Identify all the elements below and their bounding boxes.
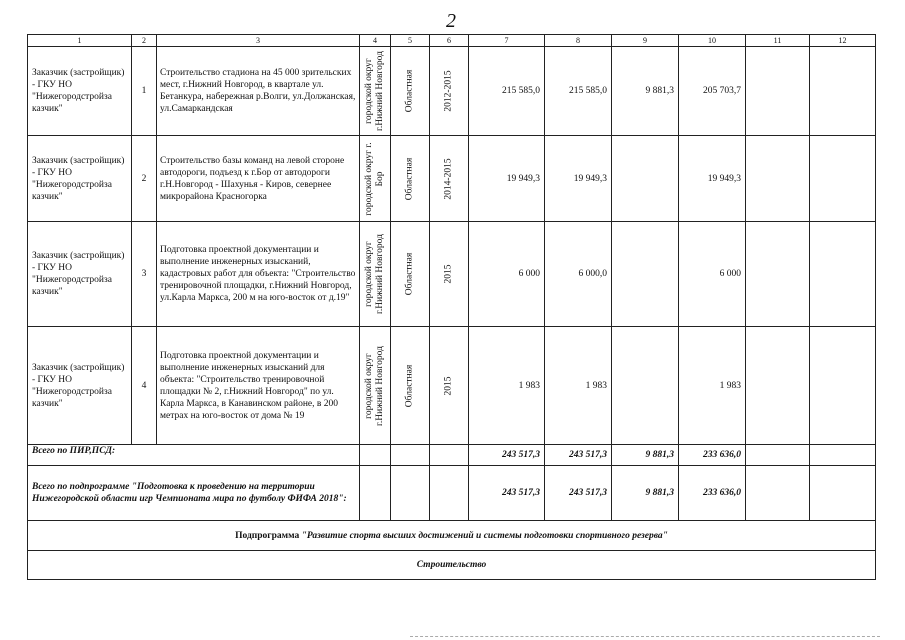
district-text: городской округ г.Нижний Новгород <box>364 234 385 314</box>
description-cell: Подготовка проектной документации и выполнение инженерных изысканий для объекта: "Строительство тренировочной площадки № 2, г.Нижний Новгород" по ул. Карла Маркса, в Канавинском районе, в 200 метрах на юго-восток от дома № 19 <box>157 327 360 445</box>
period-cell <box>430 327 469 445</box>
period-text: 2014-2015 <box>443 157 454 200</box>
total-subprogram-label: Всего по подпрограмме "Подготовка к проведению на территории Нижегородской области игр Чемпионата мира по футболу ФИФА 2018": <box>28 466 360 521</box>
description-cell: Подготовка проектной документации и выполнение инженерных изысканий, кадастровых работ для объекта: "Строительство тренировочной площадки, г.Нижний Новгород, ул.Карла Маркса, 200 м на юго-восток от д.19" <box>157 222 360 327</box>
budget-text: Областная <box>404 69 415 113</box>
column-header: 12 <box>810 35 876 47</box>
empty-cell <box>810 466 876 521</box>
total-pir-value-8: 243 517,3 <box>545 445 612 466</box>
empty-cell <box>391 445 430 466</box>
subprogram-prefix: Подпрограмма <box>235 530 302 541</box>
value-cell-10: 19 949,3 <box>679 136 746 222</box>
customer-cell: Заказчик (застройщик) - ГКУ НО "Нижегородстройза казчик" <box>28 136 132 222</box>
value-cell-11 <box>746 47 810 136</box>
index-cell: 4 <box>132 327 157 445</box>
period-cell <box>430 47 469 136</box>
column-header: 9 <box>612 35 679 47</box>
value-cell-7: 215 585,0 <box>469 47 545 136</box>
budget-cell <box>391 327 430 445</box>
value-cell-7: 6 000 <box>469 222 545 327</box>
period-text: 2015 <box>443 264 454 284</box>
value-cell-12 <box>810 327 876 445</box>
total-pir-value-7: 243 517,3 <box>469 445 545 466</box>
value-cell-12 <box>810 47 876 136</box>
column-header: 8 <box>545 35 612 47</box>
customer-cell: Заказчик (застройщик) - ГКУ НО "Нижегородстройза казчик" <box>28 327 132 445</box>
column-header: 2 <box>132 35 157 47</box>
table-row <box>28 47 876 136</box>
total-subprogram-value-8: 243 517,3 <box>545 466 612 521</box>
value-cell-9 <box>612 327 679 445</box>
value-cell-11 <box>746 327 810 445</box>
value-cell-9 <box>612 136 679 222</box>
district-cell <box>360 222 391 327</box>
total-subprogram-value-10: 233 636,0 <box>679 466 746 521</box>
description-cell: Строительство стадиона на 45 000 зрительских мест, г.Нижний Новгород, в квартале ул. Бетанкура, набережная р.Волги, ул.Должанская, ул.Самаркандская <box>157 47 360 136</box>
column-header: 6 <box>430 35 469 47</box>
empty-cell <box>360 466 391 521</box>
value-cell-8: 1 983 <box>545 327 612 445</box>
total-subprogram-row <box>28 466 876 521</box>
subprogram-title <box>28 521 876 551</box>
index-cell: 3 <box>132 222 157 327</box>
column-header: 11 <box>746 35 810 47</box>
customer-cell: Заказчик (застройщик) - ГКУ НО "Нижегородстройза казчик" <box>28 222 132 327</box>
total-pir-label: Всего по ПИР,ПСД: <box>28 445 360 466</box>
value-cell-11 <box>746 136 810 222</box>
empty-cell <box>430 466 469 521</box>
value-cell-12 <box>810 222 876 327</box>
value-cell-8: 215 585,0 <box>545 47 612 136</box>
period-cell <box>430 222 469 327</box>
empty-cell <box>360 445 391 466</box>
value-cell-12 <box>810 136 876 222</box>
column-header: 3 <box>157 35 360 47</box>
value-cell-8: 19 949,3 <box>545 136 612 222</box>
value-cell-7: 19 949,3 <box>469 136 545 222</box>
period-cell <box>430 136 469 222</box>
index-cell: 1 <box>132 47 157 136</box>
table-row <box>28 136 876 222</box>
column-header-row <box>28 35 876 47</box>
district-text: городской округ г.Нижний Новгород <box>364 51 385 131</box>
subprogram-header-row <box>28 521 876 551</box>
value-cell-10: 6 000 <box>679 222 746 327</box>
index-cell: 2 <box>132 136 157 222</box>
total-pir-value-9: 9 881,3 <box>612 445 679 466</box>
empty-cell <box>391 466 430 521</box>
section-title: Строительство <box>28 551 876 580</box>
empty-cell <box>746 445 810 466</box>
value-cell-11 <box>746 222 810 327</box>
period-text: 2012-2015 <box>443 70 454 112</box>
district-cell <box>360 47 391 136</box>
value-cell-10: 1 983 <box>679 327 746 445</box>
section-header-row <box>28 551 876 580</box>
empty-cell <box>810 445 876 466</box>
district-text: городской округ г.Нижний Новгород <box>364 345 385 426</box>
period-text: 2015 <box>443 376 454 395</box>
district-cell <box>360 327 391 445</box>
value-cell-9 <box>612 222 679 327</box>
value-cell-8: 6 000,0 <box>545 222 612 327</box>
column-header: 7 <box>469 35 545 47</box>
page-number: 2 <box>446 10 456 32</box>
district-cell <box>360 136 391 222</box>
total-subprogram-value-7: 243 517,3 <box>469 466 545 521</box>
table-row <box>28 327 876 445</box>
empty-cell <box>430 445 469 466</box>
column-header: 5 <box>391 35 430 47</box>
value-cell-10: 205 703,7 <box>679 47 746 136</box>
budget-text: Областная <box>404 157 415 200</box>
value-cell-9: 9 881,3 <box>612 47 679 136</box>
empty-cell <box>746 466 810 521</box>
customer-cell: Заказчик (застройщик) - ГКУ НО "Нижегородстройза казчик" <box>28 47 132 136</box>
budget-text: Областная <box>404 252 415 296</box>
dashed-line <box>410 636 880 637</box>
budget-cell <box>391 47 430 136</box>
subprogram-name: "Развитие спорта высших достижений и системы подготовки спортивного резерва" <box>301 530 668 541</box>
total-pir-value-10: 233 636,0 <box>679 445 746 466</box>
table-row <box>28 222 876 327</box>
budget-table <box>27 34 876 580</box>
value-cell-7: 1 983 <box>469 327 545 445</box>
budget-cell <box>391 136 430 222</box>
column-header: 10 <box>679 35 746 47</box>
description-cell: Строительство базы команд на левой стороне автодороги, подъезд к г.Бор от автодороги г.Н.Новгород - Шахунья - Киров, севернее микрорайона Красногорка <box>157 136 360 222</box>
total-subprogram-value-9: 9 881,3 <box>612 466 679 521</box>
total-pir-row <box>28 445 876 466</box>
column-header: 1 <box>28 35 132 47</box>
district-text: городской округ г. Бор <box>364 141 385 216</box>
column-header: 4 <box>360 35 391 47</box>
budget-cell <box>391 222 430 327</box>
budget-text: Областная <box>404 364 415 407</box>
